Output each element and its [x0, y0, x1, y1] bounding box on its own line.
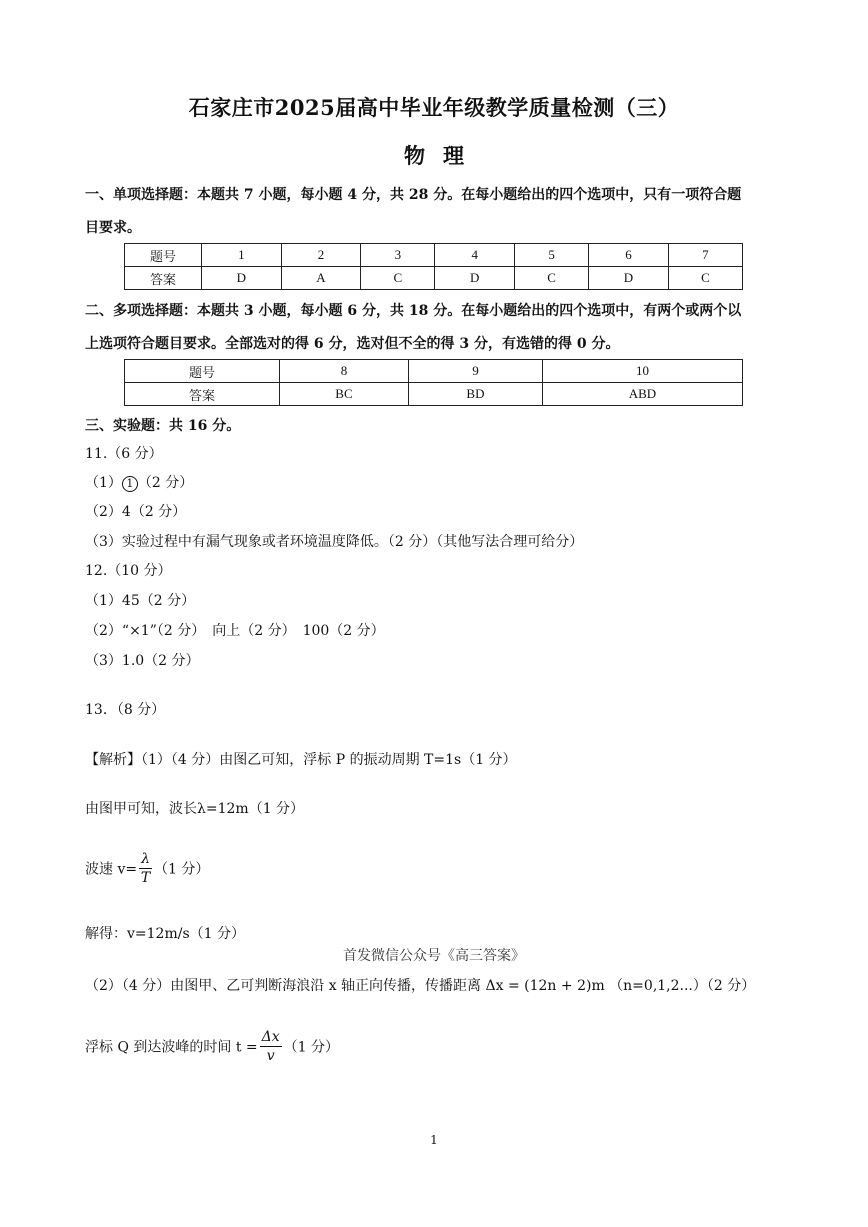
q12-part1: （1）45（2 分）	[85, 593, 196, 609]
section1-answer-table	[124, 243, 743, 290]
page-number: 1	[430, 1133, 438, 1147]
fraction	[139, 850, 152, 887]
table-cell: 8	[280, 360, 409, 383]
q13-speed-formula	[85, 850, 209, 887]
q13-analysis: 【解析】（1）（4 分）由图乙可知，浮标 P 的振动周期 T=1s（1 分）	[85, 752, 517, 768]
q13-time-formula	[85, 1028, 339, 1065]
q11-part1-prefix: （1）	[85, 475, 122, 491]
table-cell: 9	[408, 360, 542, 383]
table-cell: 7	[668, 244, 742, 267]
q11-part1	[85, 472, 193, 492]
fraction-denominator: T	[140, 870, 151, 886]
table-cell: 2	[281, 244, 361, 267]
table-cell: 题号	[125, 244, 202, 267]
section1-heading-line1: 一、单项选择题：本题共 7 小题，每小题 4 分，共 28 分。在每小题给出的四个选项中，只有一项符合题	[85, 187, 742, 203]
table-cell: 10	[542, 360, 742, 383]
q12-part2: （2）“×1”（2 分） 向上（2 分） 100（2 分）	[85, 623, 385, 639]
q13-speed-score: （1 分）	[153, 861, 210, 878]
table-cell: BC	[280, 383, 409, 406]
fraction-denominator: v	[266, 1048, 275, 1064]
table-cell: A	[281, 267, 361, 290]
q12-part3: （3）1.0（2 分）	[85, 653, 200, 669]
q11-part3: （3）实验过程中有漏气现象或者环境温度降低。（2 分）（其他写法合理可给分）	[85, 534, 584, 550]
table-cell: 5	[515, 244, 589, 267]
section1-heading-line2: 目要求。	[85, 220, 141, 236]
table-cell: 4	[435, 244, 515, 267]
section2-heading-line1: 二、多项选择题：本题共 3 小题，每小题 6 分，共 18 分。在每小题给出的四个选项中，有两个或两个以	[85, 303, 742, 319]
q13-solve: 解得：v=12m/s（1 分）	[85, 926, 245, 942]
table-row	[125, 267, 743, 290]
section3-heading: 三、实验题：共 16 分。	[85, 418, 241, 434]
q13-time-score: （1 分）	[283, 1039, 340, 1056]
table-cell: 6	[589, 244, 669, 267]
q11-part2: （2）4（2 分）	[85, 504, 187, 520]
table-cell: 3	[361, 244, 435, 267]
q13-speed-prefix: 波速 v=	[85, 861, 138, 878]
q13-part2: （2）（4 分）由图甲、乙可判断海浪沿 x 轴正向传播，传播距离 Δx = (12n + 2)m （n=0,1,2...）（2 分）	[85, 978, 756, 994]
q11-title: 11.（6 分）	[85, 446, 163, 462]
table-cell: C	[515, 267, 589, 290]
table-cell: C	[361, 267, 435, 290]
circled-number: 1	[122, 476, 138, 492]
q11-part1-score: （2 分）	[137, 475, 194, 491]
table-cell: D	[589, 267, 669, 290]
fraction-numerator: λ	[141, 851, 150, 867]
table-cell: 1	[202, 244, 282, 267]
watermark-text: 首发微信公众号《高三答案》	[343, 948, 525, 964]
section2-heading-line2: 上选项符合题目要求。全部选对的得 6 分，选对但不全的得 3 分，有选错的得 0 分。	[85, 336, 620, 352]
table-row	[125, 383, 743, 406]
q13-time-prefix: 浮标 Q 到达波峰的时间 t =	[85, 1039, 258, 1056]
table-row	[125, 360, 743, 383]
table-cell: D	[202, 267, 282, 290]
q13-title: 13．（8 分）	[85, 702, 166, 718]
table-row	[125, 244, 743, 267]
section2-answer-table	[124, 359, 743, 406]
table-cell: 题号	[125, 360, 280, 383]
table-cell: C	[668, 267, 742, 290]
subject-title: 物理	[404, 143, 482, 168]
table-cell: BD	[408, 383, 542, 406]
page-title: 石家庄市2025届高中毕业年级教学质量检测（三）	[188, 95, 680, 120]
table-cell: 答案	[125, 267, 202, 290]
table-cell: D	[435, 267, 515, 290]
q12-title: 12.（10 分）	[85, 563, 172, 579]
table-cell: ABD	[542, 383, 742, 406]
q13-wavelength: 由图甲可知，波长λ=12m（1 分）	[85, 801, 305, 817]
fraction	[260, 1028, 282, 1065]
fraction-numerator: Δx	[261, 1029, 280, 1045]
table-cell: 答案	[125, 383, 280, 406]
